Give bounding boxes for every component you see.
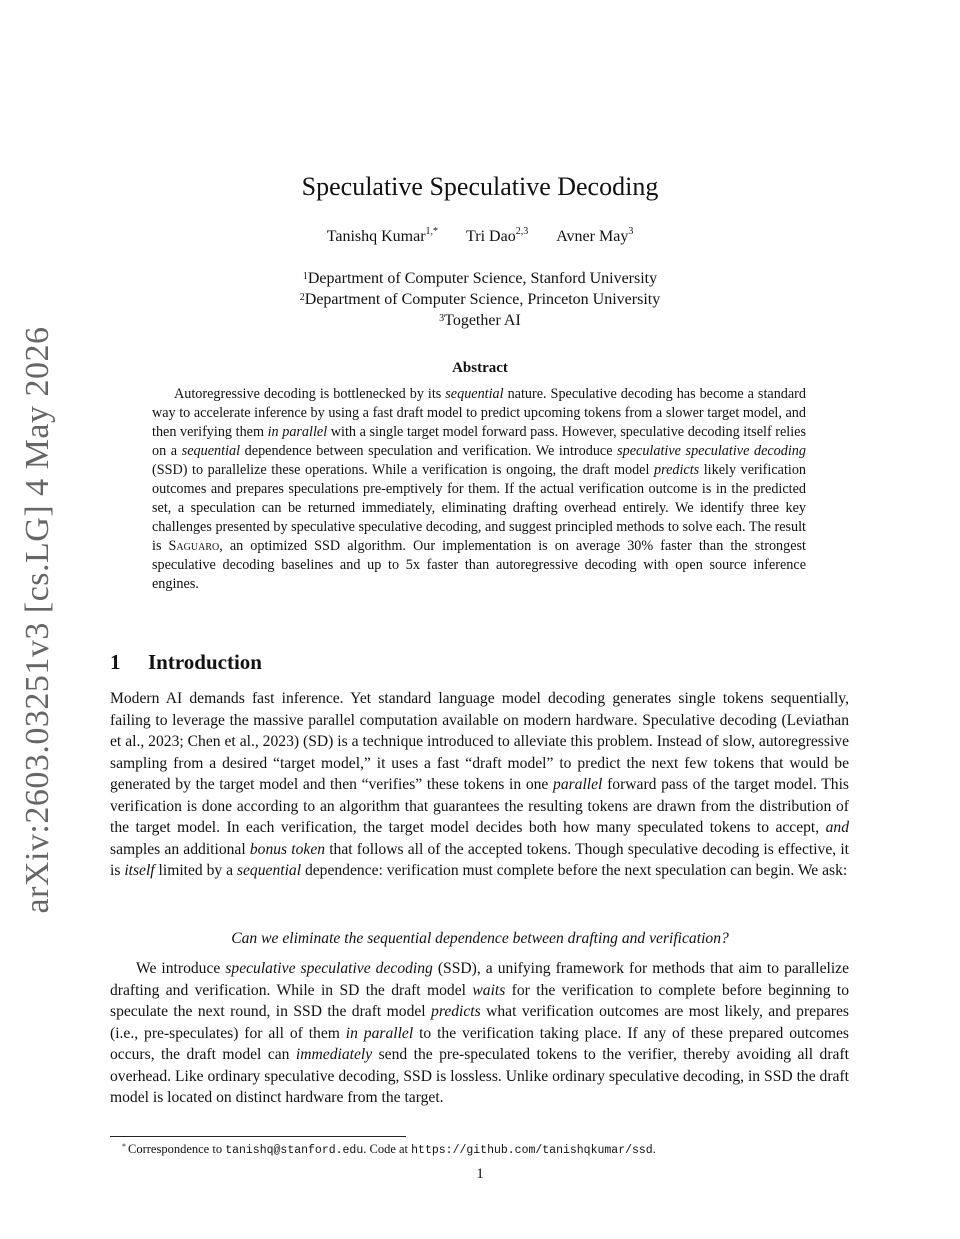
footnote-mark: *	[122, 1142, 126, 1151]
author	[327, 228, 438, 246]
author	[466, 228, 528, 246]
abstract-text: Autoregressive decoding is bottlenecked by its sequential nature. Speculative decoding has become a standard way to accelerate inference by using a fast draft model to predict upcoming tokens from a slower target model, and then verifying them in parallel with a single target model forward pass. However, speculative decoding itself relies on a sequential dependence between speculation and verification. We introduce speculative speculative decoding (SSD) to parallelize these operations. While a verification is ongoing, the draft model predicts likely verification outcomes and prepares speculations pre-emptively for them. If the actual verification outcome is in the predicted set, a speculation can be returned immediately, eliminating drafting overhead entirely. We identify three key challenges presented by speculative speculative decoding, and suggest principled methods to solve each. The result is Saguaro, an optimized SSD algorithm. Our implementation is on average 30% faster than the strongest speculative decoding baselines and up to 5x faster than autoregressive decoding with open source inference engines.	[152, 386, 807, 592]
affiliation	[0, 289, 960, 310]
affiliation-text: Together AI	[444, 312, 521, 329]
email-link[interactable]: tanishq@stanford.edu	[225, 1144, 364, 1157]
intro-paragraph: We introduce speculative speculative decoding (SSD), a unifying framework for methods that aim to parallelize drafting and verification. While in SD the draft model waits for the verification to complete before beginning to speculate the next round, in SSD the draft model predicts what verification outcomes are most likely, and prepares (i.e., pre-speculates) for all of them in parallel to the verification taking place. If any of these prepared outcomes occurs, the draft model can immediately send the pre-speculated tokens to the verifier, thereby avoiding all draft overhead. Like ordinary speculative decoding, SSD is lossless. Unlike ordinary speculative decoding, in SSD the draft model is located on distinct hardware from the target.	[110, 960, 850, 1106]
author	[556, 228, 633, 246]
section-number: 1	[110, 650, 121, 674]
intro-paragraph: Modern AI demands fast inference. Yet standard language model decoding generates single tokens sequentially, failing to leverage the massive parallel computation available on modern hardware. Speculative decoding (Leviathan et al., 2023; Chen et al., 2023) (SD) is a technique introduced to alleviate this problem. Instead of slow, autoregressive sampling from a desired “target model,” it uses a fast “draft model” to predict the next few tokens that would be generated by the target model and then “verifies” these tokens in one parallel forward pass of the target model. This verification is done according to an algorithm that guarantees the resulting tokens are drawn from the distribution of the target model. In each verification, the target model decides both how many speculated tokens to accept, and samples an additional bonus token that follows all of the accepted tokens. Though speculative decoding is effective, it is itself limited by a sequential dependence: verification must complete before the next speculation can begin. We ask:	[110, 690, 849, 879]
section-heading	[110, 650, 262, 675]
affiliation-mark: 2	[299, 292, 305, 303]
affiliation-text: Department of Computer Science, Princeton University	[304, 291, 661, 308]
affiliation-mark: 2,3	[515, 226, 529, 237]
affiliation-mark: 3	[628, 226, 634, 237]
page-number: 1	[476, 1166, 484, 1182]
affiliation	[0, 268, 960, 289]
paper-title: Speculative Speculative Decoding	[301, 172, 659, 201]
arxiv-identifier[interactable]: arXiv:2603.03251v3 [cs.LG] 4 May 2026	[19, 326, 56, 914]
affiliation-list	[0, 268, 960, 331]
affiliation-text: Department of Computer Science, Stanford University	[307, 270, 658, 287]
affiliation-mark: 1	[302, 271, 308, 282]
footnote-divider	[110, 1136, 406, 1137]
abstract-heading: Abstract	[452, 360, 508, 376]
footnote: * Correspondence to tanishq@stanford.edu. Code at https://github.com/tanishqkumar/ssd.	[122, 1142, 656, 1157]
affiliation	[0, 310, 960, 331]
affiliation-mark: 1,*	[425, 226, 439, 237]
author-list	[0, 228, 960, 246]
affiliation-mark: 3	[439, 313, 445, 324]
section-title: Introduction	[148, 650, 262, 674]
code-url-link[interactable]: https://github.com/tanishqkumar/ssd	[411, 1144, 653, 1157]
author-name: Tri Dao	[466, 228, 516, 245]
author-name: Avner May	[556, 228, 629, 245]
method-name: Saguaro	[168, 538, 220, 554]
research-question: Can we eliminate the sequential dependence between drafting and verification?	[231, 930, 729, 947]
author-name: Tanishq Kumar	[326, 228, 426, 245]
